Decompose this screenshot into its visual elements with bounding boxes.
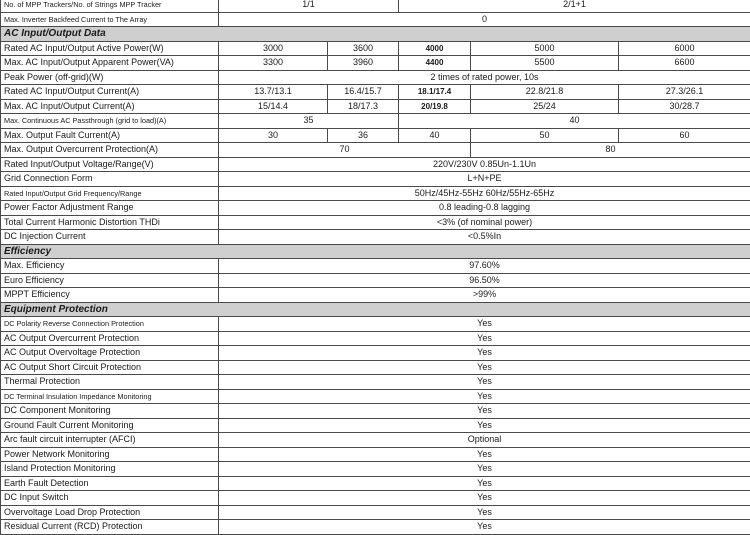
- row-label: Rated Input/Output Voltage/Range(V): [1, 157, 219, 172]
- value-cell: 4000: [399, 41, 471, 56]
- value-cell: Yes: [219, 331, 750, 346]
- row-label: DC Injection Current: [1, 230, 219, 245]
- table-row-protection: [1, 375, 750, 390]
- row-label: Peak Power (off-grid)(W): [1, 70, 219, 85]
- table-row-frequency: [1, 186, 750, 201]
- table-row-rated-current: [1, 85, 750, 100]
- row-label: AC Output Short Circuit Protection: [1, 360, 219, 375]
- table-row-rated-active-power: [1, 41, 750, 56]
- value-cell: 15/14.4: [219, 99, 328, 114]
- table-row-protection: [1, 476, 750, 491]
- section-header-protection: [1, 302, 750, 317]
- value-cell: 97.60%: [219, 259, 750, 274]
- value-cell: 30/28.7: [619, 99, 750, 114]
- value-cell: 40: [399, 114, 750, 129]
- table-row-protection: [1, 418, 750, 433]
- value-cell: 4400: [399, 56, 471, 71]
- value-cell: 30: [219, 128, 328, 143]
- table-row-euro-efficiency: [1, 273, 750, 288]
- value-cell: 1/1: [219, 0, 399, 12]
- value-cell: 6600: [619, 56, 750, 71]
- value-cell: 96.50%: [219, 273, 750, 288]
- table-row-max-current: [1, 99, 750, 114]
- value-cell: Yes: [219, 491, 750, 506]
- row-label: Earth Fault Detection: [1, 476, 219, 491]
- value-cell: 5500: [471, 56, 619, 71]
- value-cell: Yes: [219, 476, 750, 491]
- row-label: Rated AC Input/Output Active Power(W): [1, 41, 219, 56]
- section-header-efficiency: [1, 244, 750, 259]
- row-label: Power Factor Adjustment Range: [1, 201, 219, 216]
- row-label: Overvoltage Load Drop Protection: [1, 505, 219, 520]
- value-cell: 13.7/13.1: [219, 85, 328, 100]
- value-cell: Optional: [219, 433, 750, 448]
- row-label: AC Output Overvoltage Protection: [1, 346, 219, 361]
- value-cell: 2 times of rated power, 10s: [219, 70, 750, 85]
- table-row-protection: [1, 346, 750, 361]
- value-cell: Yes: [219, 389, 750, 404]
- value-cell: Yes: [219, 520, 750, 535]
- row-label: DC Polarity Reverse Connection Protection: [1, 317, 219, 332]
- value-cell: 3960: [328, 56, 399, 71]
- table-row-passthrough: [1, 114, 750, 129]
- table-row-overcurrent: [1, 143, 750, 158]
- table-row-max-efficiency: [1, 259, 750, 274]
- row-label: Thermal Protection: [1, 375, 219, 390]
- value-cell: 36: [328, 128, 399, 143]
- value-cell: 27.3/26.1: [619, 85, 750, 100]
- row-label: DC Component Monitoring: [1, 404, 219, 419]
- row-label: Grid Connection Form: [1, 172, 219, 187]
- value-cell: 25/24: [471, 99, 619, 114]
- value-cell: Yes: [219, 418, 750, 433]
- table-row-protection: [1, 462, 750, 477]
- table-row-dc-injection: [1, 230, 750, 245]
- value-cell: >99%: [219, 288, 750, 303]
- value-cell: 220V/230V 0.85Un-1.1Un: [219, 157, 750, 172]
- value-cell: 35: [219, 114, 399, 129]
- table-row-protection: [1, 505, 750, 520]
- value-cell: 6000: [619, 41, 750, 56]
- value-cell: 0: [219, 12, 750, 27]
- row-label: DC Terminal Insulation Impedance Monitoring: [1, 389, 219, 404]
- row-label: Max. Efficiency: [1, 259, 219, 274]
- table-row-mppt-efficiency: [1, 288, 750, 303]
- value-cell: 0.8 leading-0.8 lagging: [219, 201, 750, 216]
- row-label: Ground Fault Current Monitoring: [1, 418, 219, 433]
- value-cell: 16.4/15.7: [328, 85, 399, 100]
- value-cell: Yes: [219, 404, 750, 419]
- table-row-protection: [1, 433, 750, 448]
- row-label: Power Network Monitoring: [1, 447, 219, 462]
- row-label: Total Current Harmonic Distortion THDi: [1, 215, 219, 230]
- value-cell: 60: [619, 128, 750, 143]
- value-cell: L+N+PE: [219, 172, 750, 187]
- row-label: No. of MPP Trackers/No. of Strings MPP Tracker: [1, 0, 219, 12]
- table-row-protection: [1, 317, 750, 332]
- value-cell: 3300: [219, 56, 328, 71]
- row-label: Max. Continuous AC Passthrough (grid to load)(A): [1, 114, 219, 129]
- table-row-protection: [1, 331, 750, 346]
- row-label: Island Protection Monitoring: [1, 462, 219, 477]
- row-label: Arc fault circuit interrupter (AFCI): [1, 433, 219, 448]
- value-cell: 3600: [328, 41, 399, 56]
- value-cell: Yes: [219, 375, 750, 390]
- table-row-voltage: [1, 157, 750, 172]
- row-label: Rated Input/Output Grid Frequency/Range: [1, 186, 219, 201]
- table-row-peak-power: [1, 70, 750, 85]
- table-row-fault-current: [1, 128, 750, 143]
- value-cell: 40: [399, 128, 471, 143]
- value-cell: 50: [471, 128, 619, 143]
- value-cell: Yes: [219, 360, 750, 375]
- value-cell: Yes: [219, 447, 750, 462]
- value-cell: 5000: [471, 41, 619, 56]
- row-label: Rated AC Input/Output Current(A): [1, 85, 219, 100]
- table-row-protection: [1, 520, 750, 535]
- value-cell: Yes: [219, 317, 750, 332]
- table-row-mppt-trackers: [1, 0, 750, 12]
- table-row-protection: [1, 404, 750, 419]
- section-title: Efficiency: [1, 244, 750, 259]
- table-row-grid-form: [1, 172, 750, 187]
- value-cell: <0.5%In: [219, 230, 750, 245]
- value-cell: Yes: [219, 462, 750, 477]
- table-row-protection: [1, 491, 750, 506]
- value-cell: 70: [219, 143, 471, 158]
- value-cell: 20/19.8: [399, 99, 471, 114]
- table-row-backfeed: [1, 12, 750, 27]
- row-label: Max. Output Overcurrent Protection(A): [1, 143, 219, 158]
- table-row-protection: [1, 389, 750, 404]
- value-cell: Yes: [219, 505, 750, 520]
- row-label: Residual Current (RCD) Protection: [1, 520, 219, 535]
- value-cell: Yes: [219, 346, 750, 361]
- table-row-protection: [1, 447, 750, 462]
- section-header-ac: [1, 27, 750, 42]
- section-title: AC Input/Output Data: [1, 27, 750, 42]
- table-row-power-factor: [1, 201, 750, 216]
- table-row-protection: [1, 360, 750, 375]
- row-label: Euro Efficiency: [1, 273, 219, 288]
- value-cell: 18.1/17.4: [399, 85, 471, 100]
- row-label: MPPT Efficiency: [1, 288, 219, 303]
- row-label: Max. Output Fault Current(A): [1, 128, 219, 143]
- value-cell: 18/17.3: [328, 99, 399, 114]
- value-cell: 3000: [219, 41, 328, 56]
- row-label: Max. AC Input/Output Apparent Power(VA): [1, 56, 219, 71]
- value-cell: 2/1+1: [399, 0, 750, 12]
- table-row-thd: [1, 215, 750, 230]
- value-cell: 22.8/21.8: [471, 85, 619, 100]
- row-label: DC Input Switch: [1, 491, 219, 506]
- table-row-apparent-power: [1, 56, 750, 71]
- row-label: AC Output Overcurrent Protection: [1, 331, 219, 346]
- row-label: Max. AC Input/Output Current(A): [1, 99, 219, 114]
- row-label: Max. Inverter Backfeed Current to The Array: [1, 12, 219, 27]
- value-cell: 80: [471, 143, 750, 158]
- value-cell: <3% (of nominal power): [219, 215, 750, 230]
- section-title: Equipment Protection: [1, 302, 750, 317]
- value-cell: 50Hz/45Hz-55Hz 60Hz/55Hz-65Hz: [219, 186, 750, 201]
